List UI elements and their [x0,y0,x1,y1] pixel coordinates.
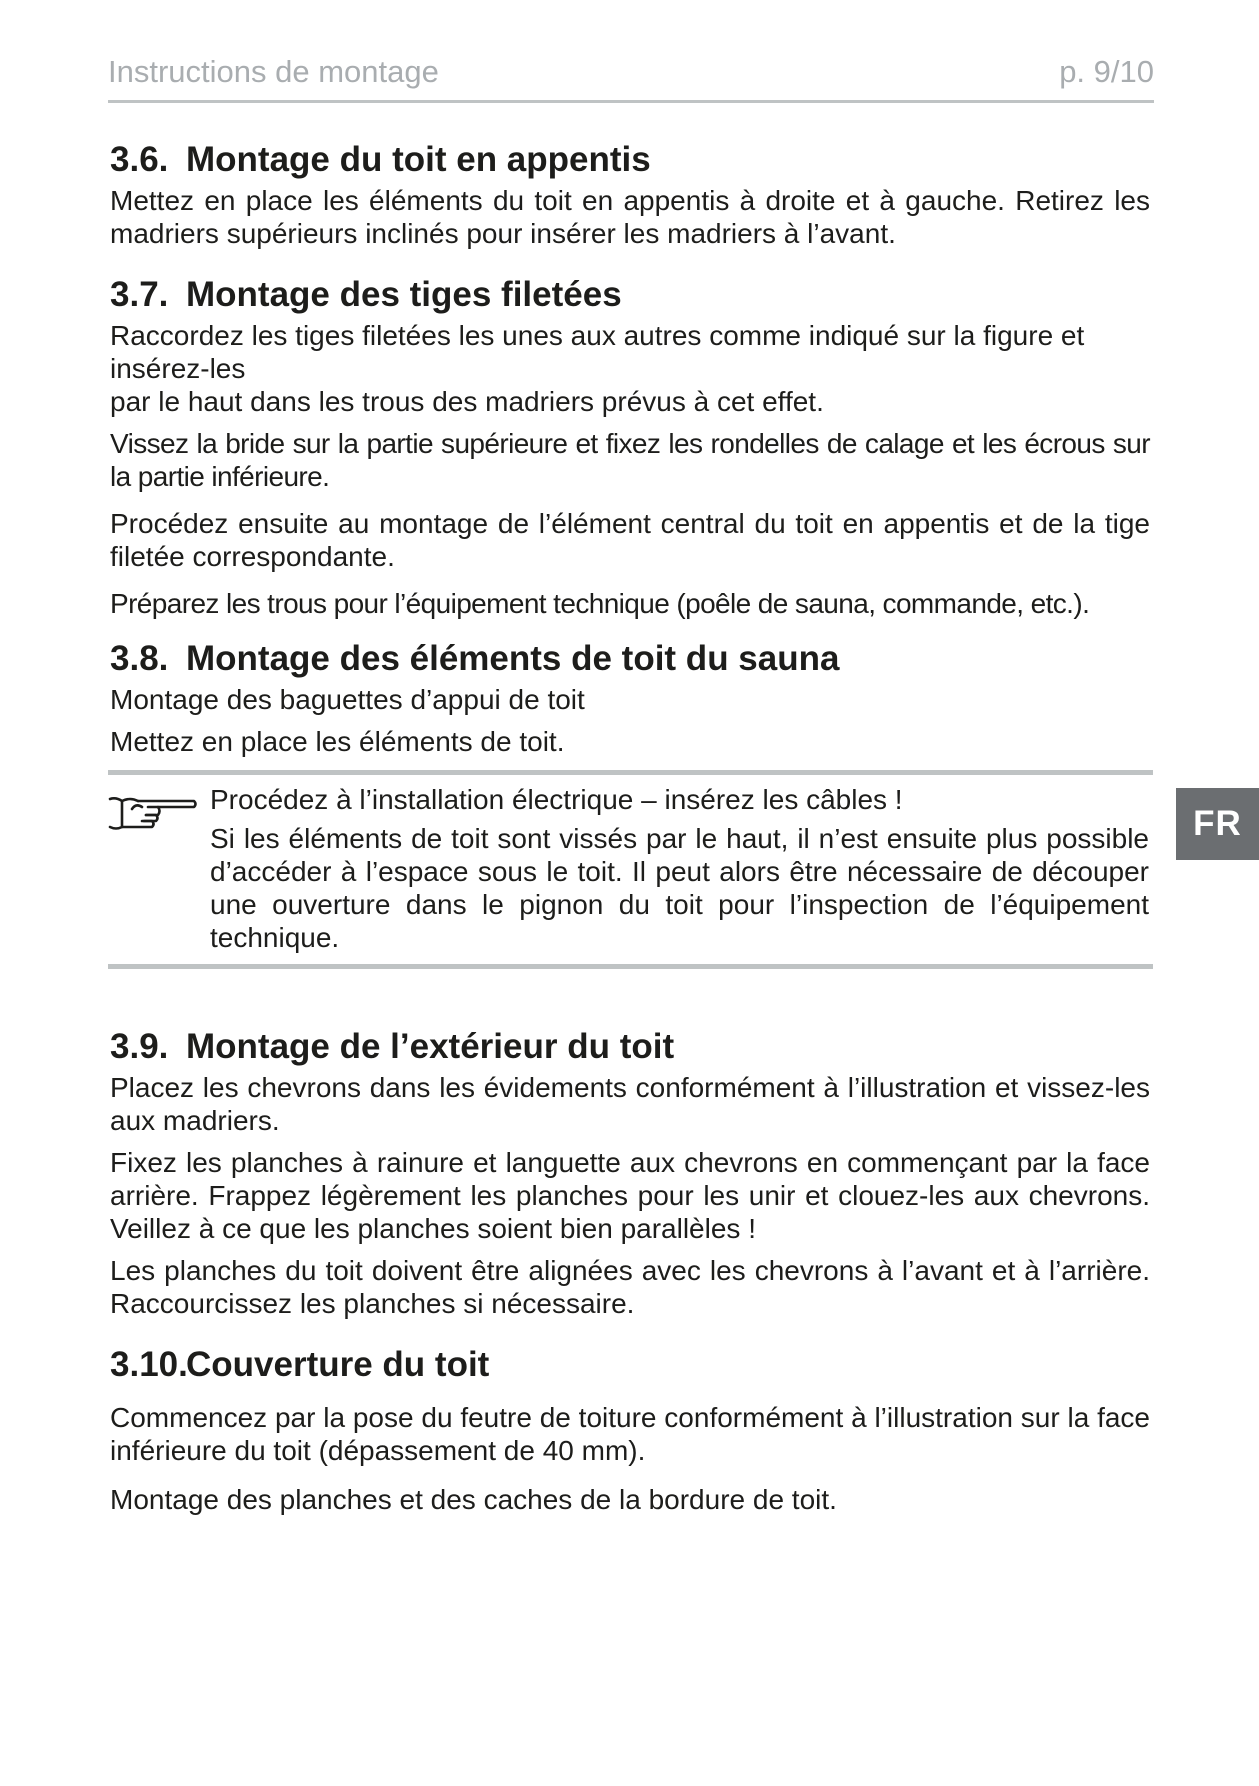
notice-paragraph: Procédez à l’installation électrique – insérez les câbles ! [210,784,903,815]
paragraph: Montage des planches et des caches de la bordure de toit. [110,1484,837,1515]
section-number: 3.10. [110,1345,188,1384]
paragraph: Préparez les trous pour l’équipement technique (poêle de sauna, commande, etc.). [110,588,1090,619]
section-heading-3-8 [110,639,1150,679]
page-header [108,54,1154,103]
paragraph: Mettez en place les éléments du toit en appentis à droite et à gauche. Retirez les madriers supérieurs inclinés pour insérer les madriers à l’avant. [110,185,1150,249]
page-content [110,140,1150,1525]
page-number: p. 9/10 [1059,54,1154,89]
notice-paragraph: Si les éléments de toit sont vissés par le haut, il n’est ensuite plus possible d’accéder à l’espace sous le toit. Il peut alors être nécessaire de découper une ouverture dans le pignon du toit pour l’inspection de l’équipement technique. [210,823,1149,953]
paragraph: Commencez par la pose du feutre de toiture conformément à l’illustration sur la face inférieure du toit (dépassement de 40 mm). [110,1402,1150,1466]
section-number: 3.7. [110,275,169,314]
section-title: Montage des éléments de toit du sauna [186,639,840,678]
section-heading-3-7 [110,275,1150,315]
section-title: Montage du toit en appentis [186,140,651,179]
notice-box [108,770,1153,969]
paragraph: Montage des baguettes d’appui de toit [110,684,585,715]
notice-text [210,783,1149,954]
paragraph: Les planches du toit doivent être alignées avec les chevrons à l’avant et à l’arrière. Raccourcissez les planches si nécessaire. [110,1255,1150,1319]
section-number: 3.8. [110,639,169,678]
paragraph: Vissez la bride sur la partie supérieure et fixez les rondelles de calage et les écrous sur la partie inférieure. [110,428,1150,492]
section-heading-3-10 [110,1345,1150,1385]
paragraph: Mettez en place les éléments de toit. [110,726,565,757]
language-tab: FR [1176,788,1259,860]
section-title: Montage des tiges filetées [186,275,622,314]
paragraph: Raccordez les tiges filetées les unes aux autres comme indiqué sur la figure et insérez-les [110,320,1085,384]
section-title: Montage de l’extérieur du toit [186,1027,675,1066]
paragraph: Fixez les planches à rainure et languette aux chevrons en commençant par la face arrière. Frappez légèrement les planches pour les unir et clouez-les aux chevrons. Veillez à ce que les planches soient bien parallèles ! [110,1147,1150,1244]
pointing-hand-icon [108,789,198,833]
document-title: Instructions de montage [108,54,439,89]
section-heading-3-9 [110,1027,1150,1067]
paragraph: Procédez ensuite au montage de l’élément central du toit en appentis et de la tige filetée correspondante. [110,508,1150,572]
section-heading-3-6 [110,140,1150,180]
section-title: Couverture du toit [186,1345,490,1384]
paragraph: par le haut dans les trous des madriers prévus à cet effet. [110,386,824,417]
section-number: 3.9. [110,1027,169,1066]
section-number: 3.6. [110,140,169,179]
paragraph: Placez les chevrons dans les évidements conformément à l’illustration et vissez-les aux madriers. [110,1072,1150,1136]
